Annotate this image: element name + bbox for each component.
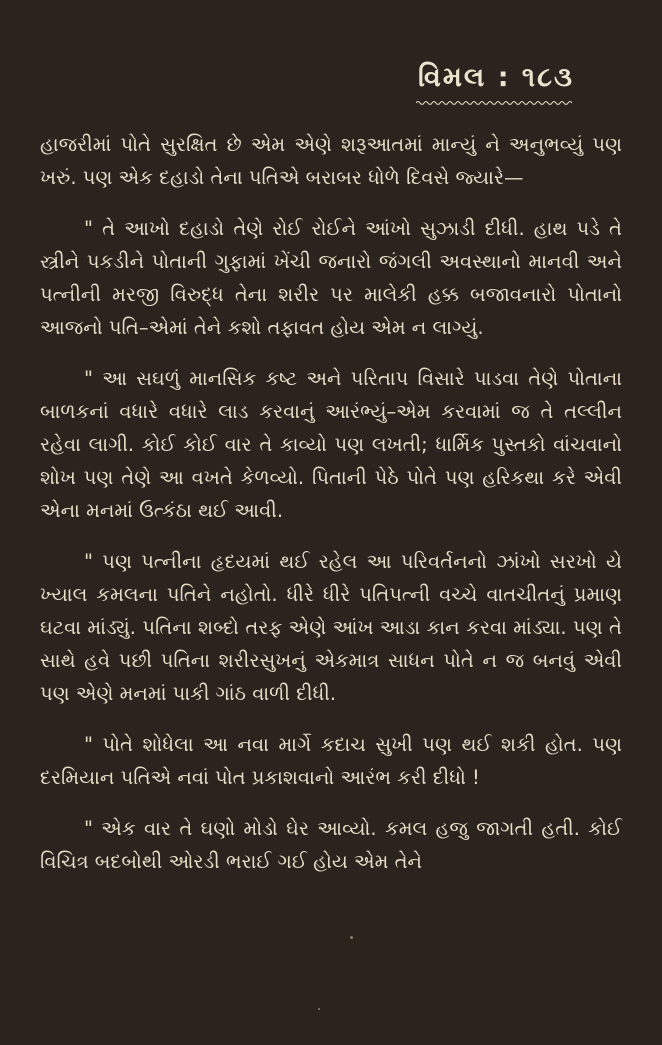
paragraph-quote: " એક વાર તે ઘણો મોડો ઘેર આવ્યો. કમલ હજુ જાગતી હતી. કોઈ વિચિત્ર બદબોથી ઓરડી ભરાઈ ગઈ હોય એમ તેને: [40, 817, 622, 873]
paper-speck: [350, 936, 353, 939]
paragraph-quote: " પણ પત્નીના હૃદયમાં થઈ રહેલ આ પરિવર્તનનો ઝાંખો સરખો યે ખ્યાલ કમલના પતિને નહોતો. ધીરે ધીરે પતિપત્ની વચ્ચે વાતચીતનું પ્રમાણ ઘટવા માંડ્યું. પતિના શબ્દો તરફ એણે આંખ આડા કાન કરવા માંડ્યા. પણ તે સાથે હવે પછી પતિના શરીરસુખનું એકમાત્ર સાધન પોતે ન જ બનવું એવી પણ એણે મનમાં પાકી ગાંઠ વાળી દીધી.: [40, 550, 622, 705]
wavy-rule-decoration: [416, 100, 574, 106]
body-text: [40, 128, 622, 878]
paper-speck: [318, 1008, 320, 1010]
paragraph-quote: " તે આખો દહાડો તેણે રોઈ રોઈને આંખો સુઝાડી દીધી. હાથ પડે તે સ્ત્રીને પકડીને પોતાની ગુફામાં ખેંચી જનારો જંગલી અવસ્થાનો માનવી અને પત્નીની મરજી વિરુદ્ધ તેના શરીર પર માલેકી હક્ક બજાવનારો પોતાનો આજનો પતિ–એમાં તેને કશો તફાવત હોય એમ ન લાગ્યું.: [40, 217, 622, 339]
paragraph-quote: " પોતે શોધેલા આ નવા માર્ગે કદાચ સુખી પણ થઈ શકી હોત. પણ દરમિયાન પતિએ નવાં પોત પ્રકાશવાનો આરંભ કરી દીધો !: [40, 733, 622, 789]
paragraph-quote: " આ સઘળું માનસિક કષ્ટ અને પરિતાપ વિસારે પાડવા તેણે પોતાના બાળકનાં વધારે વધારે લાડ કરવાનું આરંભ્યું–એમ કરવામાં જ તે તલ્લીન રહેવા લાગી. કોઈ કોઈ વાર તે કાવ્યો પણ લખતી; ધાર્મિક પુસ્તકો વાંચવાનો શોખ પણ તેણે આ વખતે કેળવ્યો. પિતાની પેઠે પોતે પણ હરિકથા કરે એવી એના મનમાં ઉત્કંઠા થઈ આવી.: [40, 367, 622, 522]
running-head: વિમલ : ૧૮૩: [417, 62, 574, 93]
paragraph-continuation: હાજરીમાં પોતે સુરક્ષિત છે એમ એણે શરૂઆતમાં માન્યું ને અનુભવ્યું પણ ખરું. પણ એક દહાડો તેના પતિએ બરાબર ધોળે દિવસે જ્યારે—: [40, 133, 622, 189]
page-header: [40, 56, 622, 128]
